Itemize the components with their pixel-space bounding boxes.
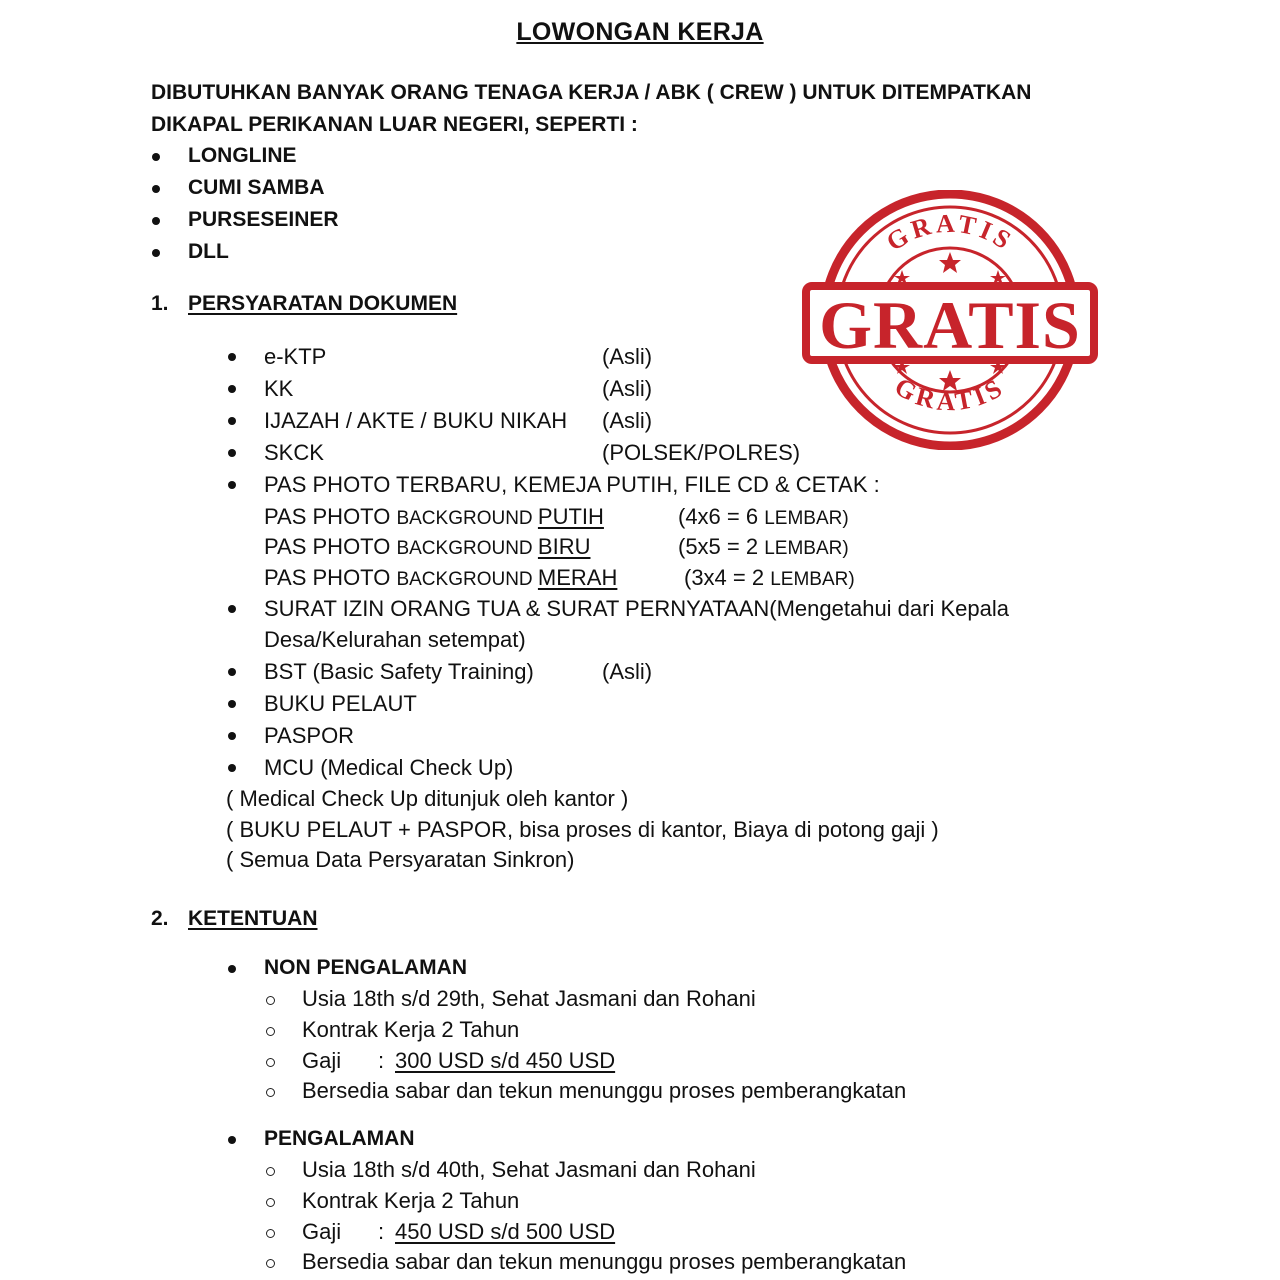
gaji-value: 300 USD s/d 450 USD xyxy=(395,1048,616,1073)
bullet-icon xyxy=(228,668,236,676)
circle-bullet-icon xyxy=(266,1058,275,1067)
photo-line: PAS PHOTO BACKGROUND BIRU xyxy=(264,534,591,559)
gaji-label: Gaji xyxy=(302,1219,342,1244)
intro-line-1: DIBUTUHKAN BANYAK ORANG TENAGA KERJA / ABK ( CREW ) UNTUK DITEMPATKAN xyxy=(151,81,1032,104)
gaji-separator: : xyxy=(378,1219,385,1244)
bullet-icon xyxy=(228,1136,236,1144)
doc-item-note: (Asli) xyxy=(602,659,653,684)
doc-item-note: (Asli) xyxy=(602,408,653,433)
doc-item-name: PAS PHOTO TERBARU, KEMEJA PUTIH, FILE CD & CETAK : xyxy=(264,472,880,497)
vessel-type-item: LONGLINE xyxy=(188,144,297,167)
note-line: ( BUKU PELAUT + PASPOR, bisa proses di kantor, Biaya di potong gaji ) xyxy=(226,817,939,842)
requirement-item: Kontrak Kerja 2 Tahun xyxy=(302,1017,520,1042)
group-title-pengalaman: PENGALAMAN xyxy=(264,1127,415,1150)
bullet-icon xyxy=(228,385,236,393)
bullet-icon xyxy=(228,449,236,457)
requirement-item: Kontrak Kerja 2 Tahun xyxy=(302,1188,520,1213)
gaji-label: Gaji xyxy=(302,1048,342,1073)
doc-item-note: (POLSEK/POLRES) xyxy=(602,440,801,465)
note-line: ( Medical Check Up ditunjuk oleh kantor ) xyxy=(226,786,629,811)
doc-item-name: SKCK xyxy=(264,440,324,465)
bullet-icon xyxy=(228,353,236,361)
requirement-item: Usia 18th s/d 40th, Sehat Jasmani dan Rohani xyxy=(302,1157,756,1182)
photo-line: PAS PHOTO BACKGROUND MERAH xyxy=(264,565,618,590)
section-number: 1. xyxy=(151,292,169,315)
doc-item-note: (Asli) xyxy=(602,376,653,401)
doc-item-name: MCU (Medical Check Up) xyxy=(264,755,514,780)
requirement-item: Bersedia sabar dan tekun menunggu proses pemberangkatan xyxy=(302,1078,907,1103)
photo-line: PAS PHOTO BACKGROUND PUTIH xyxy=(264,504,604,529)
group-title-non-pengalaman: NON PENGALAMAN xyxy=(264,956,467,979)
circle-bullet-icon xyxy=(266,1027,275,1036)
bullet-icon xyxy=(228,417,236,425)
intro-line-2: DIKAPAL PERIKANAN LUAR NEGERI, SEPERTI : xyxy=(151,113,638,136)
circle-bullet-icon xyxy=(266,1088,275,1097)
bullet-icon xyxy=(152,249,160,257)
note-line: ( Semua Data Persyaratan Sinkron) xyxy=(226,847,575,872)
requirement-item: Bersedia sabar dan tekun menunggu proses pemberangkatan xyxy=(302,1249,907,1274)
doc-item-name: BST (Basic Safety Training) xyxy=(264,659,534,684)
circle-bullet-icon xyxy=(266,996,275,1005)
surat-line-2: Desa/Kelurahan setempat) xyxy=(264,627,526,652)
bullet-icon xyxy=(228,700,236,708)
bullet-icon xyxy=(228,764,236,772)
bullet-icon xyxy=(152,217,160,225)
circle-bullet-icon xyxy=(266,1198,275,1207)
vessel-type-item: PURSESEINER xyxy=(188,208,339,231)
bullet-icon xyxy=(228,605,236,613)
photo-size: (5x5 = 2 LEMBAR) xyxy=(678,534,849,559)
section-heading-ketentuan: KETENTUAN xyxy=(188,907,318,930)
gratis-stamp xyxy=(800,190,1100,450)
vessel-type-item: CUMI SAMBA xyxy=(188,176,325,199)
stamp-text-bottom: GRATIS xyxy=(889,371,1011,417)
circle-bullet-icon xyxy=(266,1167,275,1176)
requirement-item: Usia 18th s/d 29th, Sehat Jasmani dan Rohani xyxy=(302,986,756,1011)
bullet-icon xyxy=(152,153,160,161)
doc-item-name: IJAZAH / AKTE / BUKU NIKAH xyxy=(264,408,568,433)
section-number: 2. xyxy=(151,907,169,930)
surat-line-1: SURAT IZIN ORANG TUA & SURAT PERNYATAAN(Mengetahui dari Kepala xyxy=(264,596,1009,621)
photo-size: (4x6 = 6 LEMBAR) xyxy=(678,504,849,529)
section-heading-dokumen: PERSYARATAN DOKUMEN xyxy=(188,292,458,315)
bullet-icon xyxy=(228,481,236,489)
page-title: LOWONGAN KERJA xyxy=(516,18,764,46)
bullet-icon xyxy=(228,732,236,740)
circle-bullet-icon xyxy=(266,1229,275,1238)
stamp-text-main: GRATIS xyxy=(819,287,1081,363)
gaji-value: 450 USD s/d 500 USD xyxy=(395,1219,616,1244)
gaji-separator: : xyxy=(378,1048,385,1073)
stamp-text-top: GRATIS xyxy=(881,208,1020,257)
doc-item-name: e-KTP xyxy=(264,344,327,369)
photo-size: (3x4 = 2 LEMBAR) xyxy=(684,565,855,590)
doc-item-name: BUKU PELAUT xyxy=(264,691,417,716)
doc-item-name: KK xyxy=(264,376,294,401)
doc-item-name: PASPOR xyxy=(264,723,355,748)
bullet-icon xyxy=(152,185,160,193)
vessel-type-item: DLL xyxy=(188,240,229,263)
circle-bullet-icon xyxy=(266,1259,275,1268)
doc-item-note: (Asli) xyxy=(602,344,653,369)
bullet-icon xyxy=(228,965,236,973)
